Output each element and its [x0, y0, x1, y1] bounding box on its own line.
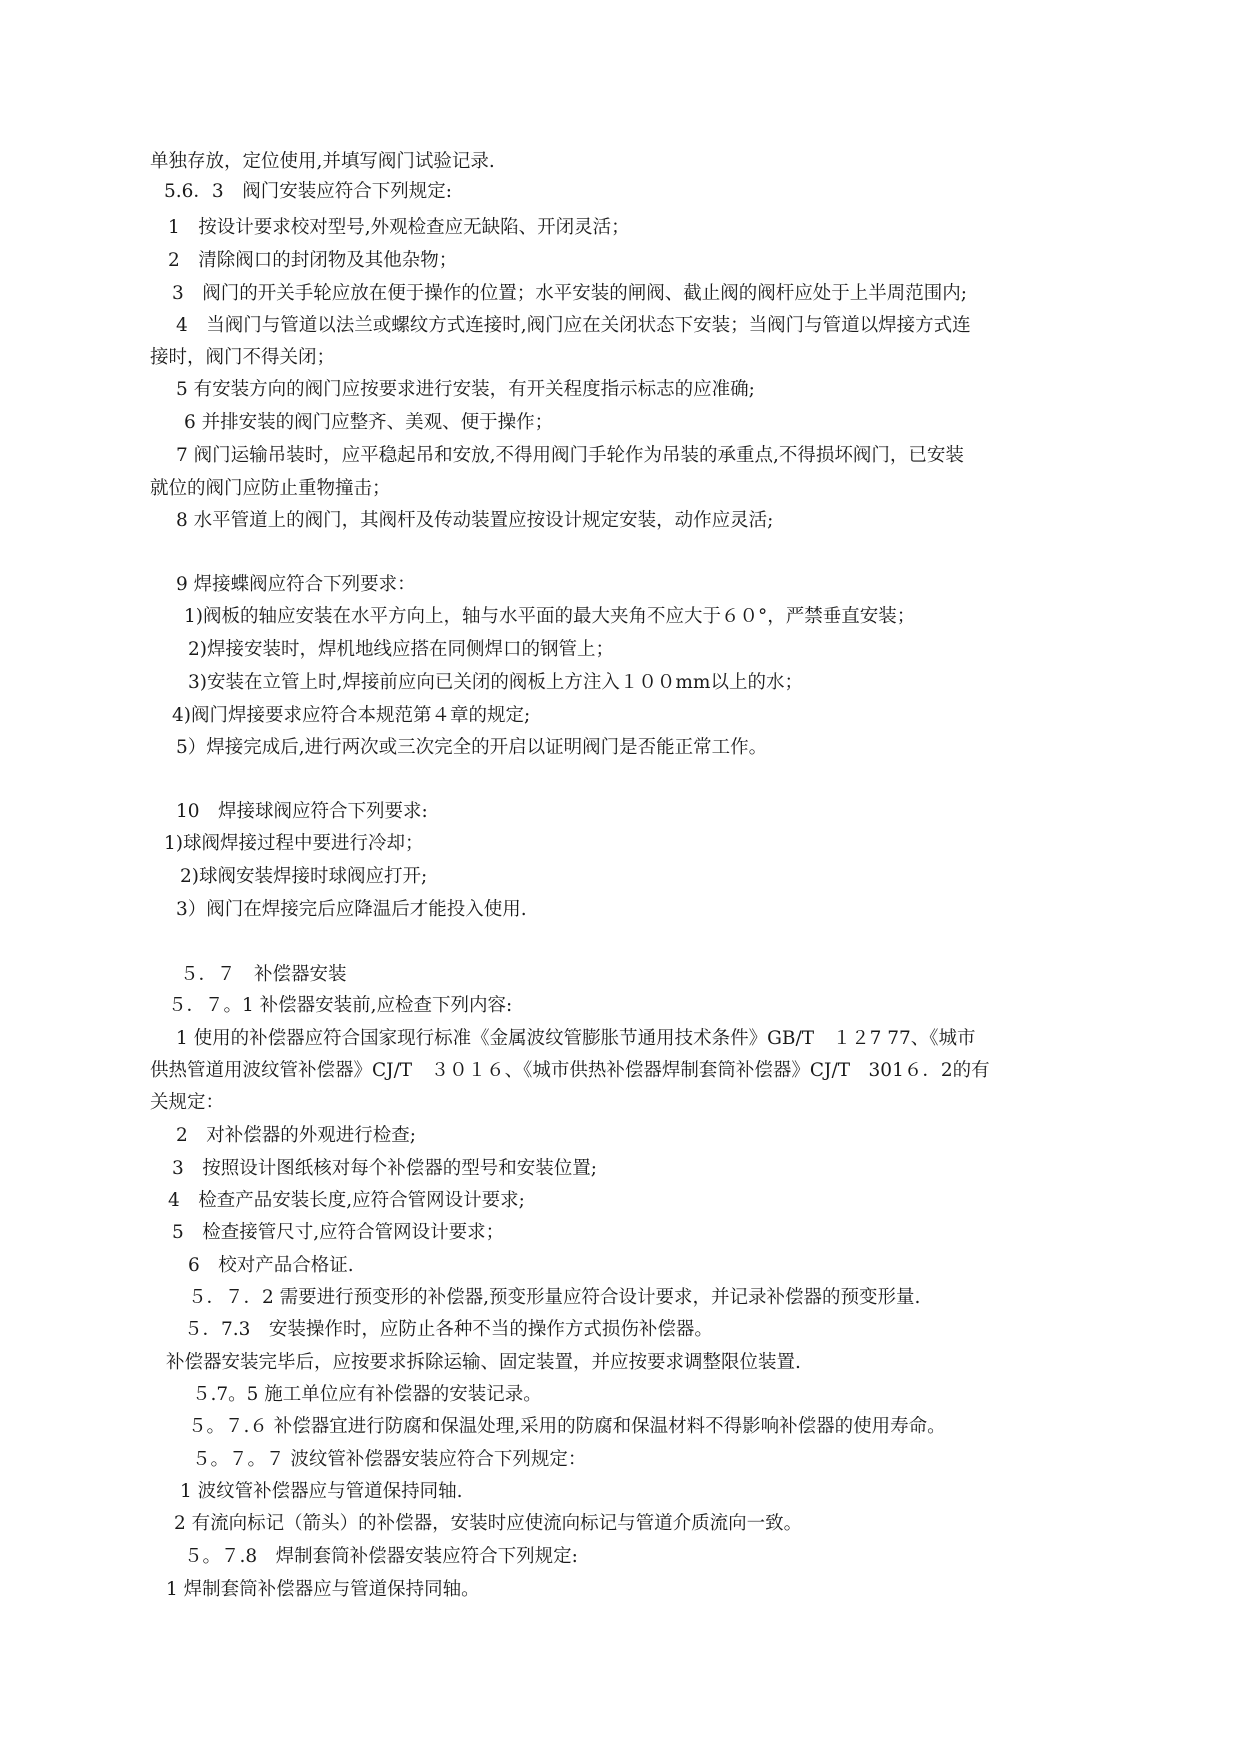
- text-line: 就位的阀门应防止重物撞击；: [150, 478, 391, 499]
- text-line: ５。７。７ 波纹管补偿器安装应符合下列规定：: [192, 1449, 587, 1470]
- section-heading: ５．７ 补偿器安装: [180, 964, 347, 985]
- text-line: 2 有流向标记（箭头）的补偿器，安装时应使流向标记与管道介质流向一致。: [174, 1513, 803, 1534]
- text-line: 3 按照设计图纸核对每个补偿器的型号和安装位置;: [172, 1158, 598, 1179]
- text-line: 供热管道用波纹管补偿器》CJ/T ３０１６、《城市供热补偿器焊制套筒补偿器》CJ/T 301６．2的有: [150, 1060, 990, 1081]
- text-line: 4 检查产品安装长度,应符合管网设计要求;: [168, 1190, 525, 1211]
- text-line: 2)焊接安装时，焊机地线应搭在同侧焊口的钢管上；: [188, 639, 614, 660]
- text-line: 6 并排安装的阀门应整齐、美观、便于操作；: [184, 412, 554, 433]
- text-line: 8 水平管道上的阀门，其阀杆及传动装置应按设计规定安装，动作应灵活;: [176, 510, 774, 531]
- text-line: ５．７。1 补偿器安装前,应检查下列内容:: [168, 995, 513, 1016]
- text-line: 1 按设计要求校对型号,外观检查应无缺陷、开闭灵活；: [168, 217, 630, 238]
- text-line: 2 对补偿器的外观进行检查;: [176, 1125, 417, 1146]
- text-line: 关规定：: [150, 1092, 225, 1113]
- text-line: 2)球阀安装焊接时球阀应打开;: [180, 866, 428, 887]
- text-line: 5）焊接完成后,进行两次或三次完全的开启以证明阀门是否能正常工作。: [176, 737, 768, 758]
- text-line: 1)阀板的轴应安装在水平方向上，轴与水平面的最大夹角不应大于６０°，严禁垂直安装；: [184, 606, 916, 627]
- text-line: 1 焊制套筒补偿器应与管道保持同轴。: [166, 1579, 480, 1600]
- text-line: 4 当阀门与管道以法兰或螺纹方式连接时,阀门应在关闭状态下安装；当阀门与管道以焊接方式连: [176, 315, 971, 336]
- text-line: ５。７.６ 补偿器宜进行防腐和保温处理,采用的防腐和保温材料不得影响补偿器的使用寿命。: [188, 1416, 946, 1437]
- text-line: 接时，阀门不得关闭；: [150, 347, 336, 368]
- text-line: 1 使用的补偿器应符合国家现行标准《金属波纹管膨胀节通用技术条件》GB/T １２7 77、《城市: [176, 1028, 976, 1049]
- text-line: 9 焊接蝶阀应符合下列要求：: [176, 574, 416, 595]
- text-line: 4)阀门焊接要求应符合本规范第４章的规定;: [172, 705, 531, 726]
- section-heading: 5.6．3 阀门安装应符合下列规定:: [164, 181, 452, 202]
- text-line: 5 检查接管尺寸,应符合管网设计要求；: [172, 1222, 505, 1243]
- text-line: 3 阀门的开关手轮应放在便于操作的位置；水平安装的闸阀、截止阀的阀杆应处于上半周范围内;: [172, 283, 968, 304]
- text-line: ５．７．2 需要进行预变形的补偿器,预变形量应符合设计要求，并记录补偿器的预变形量.: [188, 1287, 921, 1308]
- text-line: 3)安装在立管上时,焊接前应向已关闭的阀板上方注入１００mm以上的水；: [188, 672, 803, 693]
- text-line: 补偿器安装完毕后，应按要求拆除运输、固定装置，并应按要求调整限位装置.: [166, 1352, 801, 1373]
- text-line: 3）阀门在焊接完后应降温后才能投入使用.: [176, 899, 527, 920]
- text-line: 7 阀门运输吊装时，应平稳起吊和安放,不得用阀门手轮作为吊装的承重点,不得损坏阀门，已安装: [176, 445, 964, 466]
- text-line: 单独存放，定位使用,并填写阀门试验记录.: [150, 151, 495, 172]
- text-line: 1 波纹管补偿器应与管道保持同轴.: [180, 1481, 463, 1502]
- text-line: 6 校对产品合格证.: [188, 1255, 354, 1276]
- text-line: ５.7。5 施工单位应有补偿器的安装记录。: [192, 1384, 542, 1405]
- text-line: 1)球阀焊接过程中要进行冷却；: [164, 833, 424, 854]
- text-line: ５．7.3 安装操作时，应防止各种不当的操作方式损伤补偿器。: [184, 1319, 713, 1340]
- text-line: 10 焊接球阀应符合下列要求:: [176, 801, 428, 822]
- text-line: ５。７.8 焊制套筒补偿器安装应符合下列规定:: [184, 1546, 578, 1567]
- text-line: 5 有安装方向的阀门应按要求进行安装，有开关程度指示标志的应准确;: [176, 379, 755, 400]
- text-line: 2 清除阀口的封闭物及其他杂物；: [168, 250, 458, 271]
